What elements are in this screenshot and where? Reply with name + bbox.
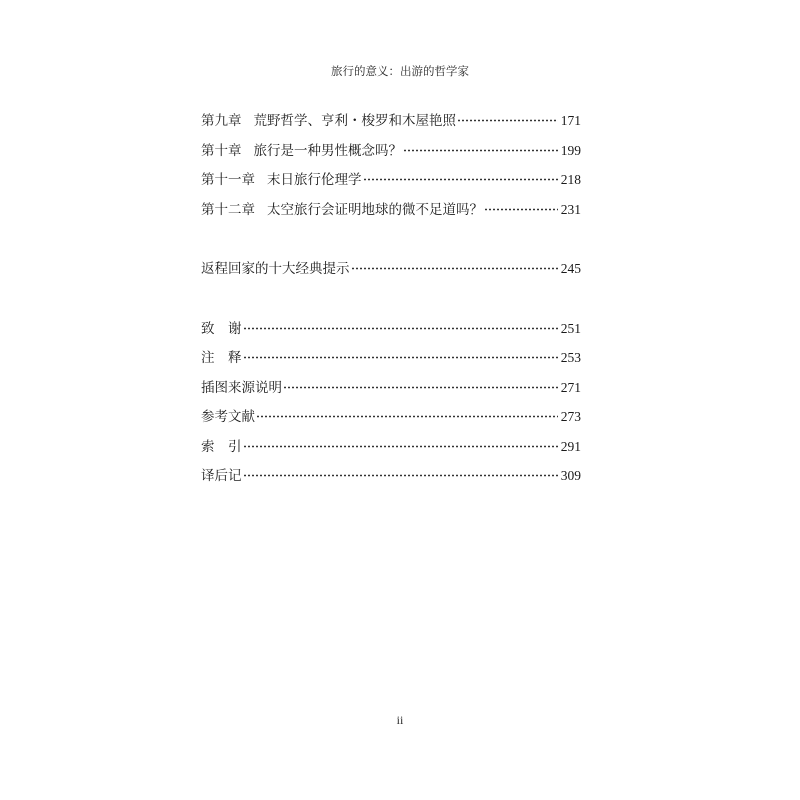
- page-number: 251: [560, 320, 581, 336]
- toc-entry-chapter-12[interactable]: [201, 195, 581, 225]
- page-number: 218: [560, 172, 581, 187]
- page-folio: ii: [396, 713, 404, 727]
- section-title: 插图来源说明: [201, 379, 282, 396]
- chapter-number: 第十章: [201, 142, 242, 159]
- toc-entry-chapter-10[interactable]: [201, 136, 581, 166]
- dot-leader: [243, 356, 558, 359]
- dot-leader: [351, 267, 558, 270]
- dot-leader: [243, 327, 558, 330]
- section-spacer: [201, 284, 581, 314]
- table-of-contents: [201, 106, 581, 491]
- dot-leader: [363, 178, 558, 181]
- dot-leader: [243, 474, 558, 477]
- toc-entry-return-tips[interactable]: [201, 254, 581, 284]
- toc-entry-acknowledgements[interactable]: [201, 314, 581, 344]
- toc-entry-translator-afterword[interactable]: [201, 461, 581, 491]
- chapter-title: 荒野哲学、亨利・梭罗和木屋艳照: [253, 113, 456, 129]
- page-number: 271: [560, 379, 581, 395]
- toc-entry-bibliography[interactable]: [201, 402, 581, 432]
- page-number: 273: [560, 409, 581, 424]
- page-number: 171: [560, 113, 581, 128]
- chapter-number: 第九章: [201, 113, 242, 129]
- toc-entry-illustration-credits[interactable]: [201, 373, 581, 403]
- chapter-title: 旅行是一种男性概念吗？: [253, 142, 402, 159]
- section-title: 注 释: [201, 350, 242, 366]
- page-number: 245: [560, 261, 581, 276]
- toc-entry-notes[interactable]: [201, 343, 581, 373]
- section-title: 致 谢: [201, 320, 242, 337]
- section-title: 译后记: [201, 468, 242, 484]
- dot-leader: [283, 386, 558, 389]
- dot-leader: [484, 208, 558, 211]
- chapter-title: 末日旅行伦理学: [267, 172, 362, 188]
- section-title: 索 引: [201, 438, 242, 455]
- page-number: 231: [560, 201, 581, 217]
- toc-entry-chapter-11[interactable]: [201, 165, 581, 195]
- section-title: 参考文献: [201, 409, 255, 425]
- dot-leader: [403, 149, 558, 152]
- chapter-number: 第十一章: [201, 172, 255, 188]
- chapter-title: 太空旅行会证明地球的微不足道吗？: [267, 201, 483, 218]
- dot-leader: [256, 415, 558, 418]
- section-title: 返程回家的十大经典提示: [201, 261, 350, 277]
- running-head: 旅行的意义：出游的哲学家: [331, 64, 469, 78]
- page-number: 199: [560, 142, 581, 158]
- page-number: 253: [560, 350, 581, 365]
- chapter-number: 第十二章: [201, 201, 255, 218]
- section-spacer: [201, 224, 581, 254]
- page-number: 291: [560, 438, 581, 454]
- toc-entry-chapter-9[interactable]: [201, 106, 581, 136]
- dot-leader: [457, 119, 558, 122]
- toc-entry-index[interactable]: [201, 432, 581, 462]
- page-number: 309: [560, 468, 581, 483]
- dot-leader: [243, 445, 558, 448]
